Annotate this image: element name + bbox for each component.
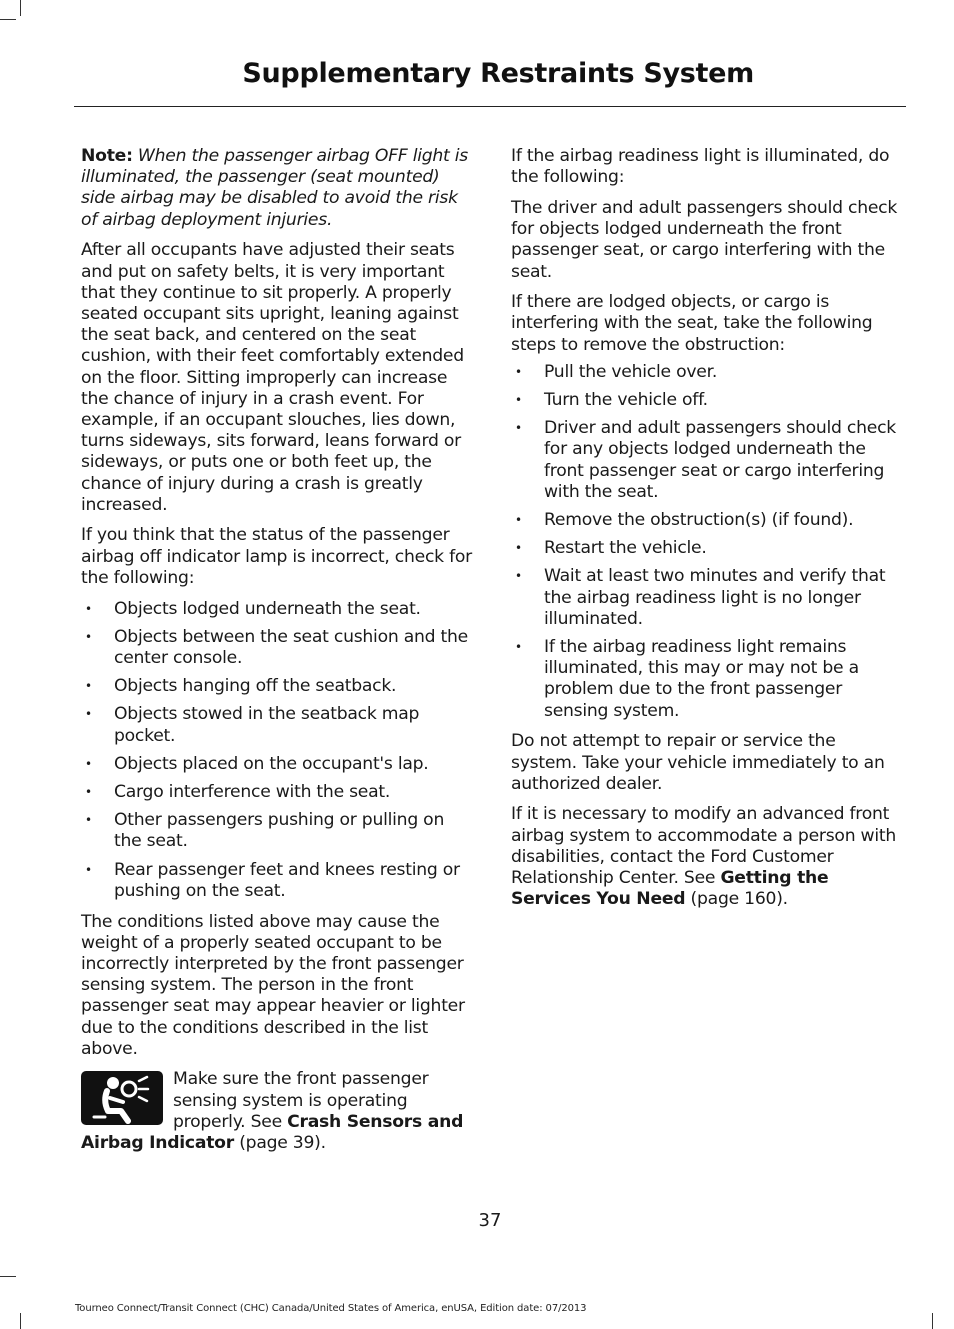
- list-item: • Wait at least two minutes and verify that the airbag readiness light is no longer illuminated.: [511, 566, 906, 630]
- warning-text: Make sure the front passenger sensing system is operating properly. See: [173, 1069, 429, 1132]
- warning-page-ref: (page 39).: [233, 1133, 326, 1154]
- page-ref: (page 160).: [685, 889, 788, 910]
- left-paragraph-2: If you think that the status of the passenger airbag off indicator lamp is incorrect, check for the following:: [81, 525, 472, 588]
- right-column: [511, 146, 906, 920]
- airbag-warning-icon: [81, 1071, 163, 1125]
- right-paragraph-3: If there are lodged objects, or cargo is interfering with the seat, take the following steps to remove the obstruction:: [511, 292, 873, 355]
- right-bullet-list: [511, 362, 906, 722]
- right-paragraph-4: Do not attempt to repair or service the system. Take your vehicle immediately to an authorized dealer.: [511, 731, 885, 794]
- crash-sensors-link[interactable]: Crash Sensors and Airbag Indicator: [81, 1111, 464, 1154]
- list-item: • Remove the obstruction(s) (if found).: [511, 510, 906, 531]
- left-paragraph-1: After all occupants have adjusted their seats and put on safety belts, it is very important that they continue to sit properly. A properly seated occupant sits upright, leaning against the seat back, and centered on the seat cushion, with their feet comfortably extended on the floor. Sitting improperly can increase the chance of injury in a crash event. For example, if an occupant slouches, lies down, turns sideways, sits forward, leans forward or sideways, or puts one or both feet up, the chance of injury during a crash is greatly increased.: [81, 240, 464, 515]
- header-rule: [74, 106, 906, 107]
- paragraph-text: If it is necessary to modify an advanced front airbag system to accommodate a person with disabilities, contact the Ford Customer Relationship Center. See: [511, 804, 897, 889]
- crop-mark: [20, 1313, 21, 1329]
- right-paragraph-2: The driver and adult passengers should check for objects lodged underneath the front passenger seat, or cargo interfering with the seat.: [511, 197, 898, 282]
- list-item: • Turn the vehicle off.: [511, 390, 906, 411]
- note: [81, 146, 473, 231]
- left-column: [81, 146, 473, 1154]
- crop-mark: [0, 1276, 16, 1277]
- services-link[interactable]: Getting the Services You Need: [511, 868, 829, 910]
- note-label: Note:: [81, 146, 133, 166]
- list-item: • Other passengers pushing or pulling on the seat.: [81, 810, 473, 852]
- list-item: • Cargo interference with the seat.: [81, 782, 473, 803]
- list-item: • Restart the vehicle.: [511, 538, 906, 559]
- list-item: • Rear passenger feet and knees resting or pushing on the seat.: [81, 860, 473, 902]
- left-bullet-list: [81, 599, 473, 902]
- right-paragraph-1: If the airbag readiness light is illuminated, do the following:: [511, 146, 890, 188]
- crop-mark: [20, 0, 21, 16]
- list-item: • Objects hanging off the seatback.: [81, 676, 473, 697]
- page-title: Supplementary Restraints System: [242, 58, 754, 89]
- list-item: • Objects between the seat cushion and the center console.: [81, 627, 473, 669]
- note-text: When the passenger airbag OFF light is illuminated, the passenger (seat mounted) side airbag may be disabled to avoid the risk of airbag deployment injuries.: [81, 146, 468, 230]
- list-item: • If the airbag readiness light remains illuminated, this may or may not be a problem due to the front passenger sensing system.: [511, 637, 906, 722]
- list-item: • Pull the vehicle over.: [511, 362, 906, 383]
- page-number: 37: [478, 1210, 502, 1231]
- list-item: • Driver and adult passengers should check for any objects lodged underneath the front passenger seat or cargo interfering with the seat.: [511, 418, 906, 503]
- list-item: • Objects lodged underneath the seat.: [81, 599, 473, 620]
- list-item: • Objects stowed in the seatback map pocket.: [81, 704, 473, 746]
- warning-block: [81, 1069, 473, 1154]
- list-item: • Objects placed on the occupant's lap.: [81, 754, 473, 775]
- right-paragraph-5: [511, 804, 906, 910]
- crop-mark: [932, 1313, 933, 1329]
- crop-mark: [0, 19, 16, 20]
- footer-edition: Tourneo Connect/Transit Connect (CHC) Canada/United States of America, enUSA, Edition date: 07/2013: [75, 1303, 587, 1314]
- left-paragraph-3: The conditions listed above may cause the weight of a properly seated occupant to be incorrectly interpreted by the front passenger sensing system. The person in the front passenger seat may appear heavier or lighter due to the conditions described in the list above.: [81, 911, 465, 1059]
